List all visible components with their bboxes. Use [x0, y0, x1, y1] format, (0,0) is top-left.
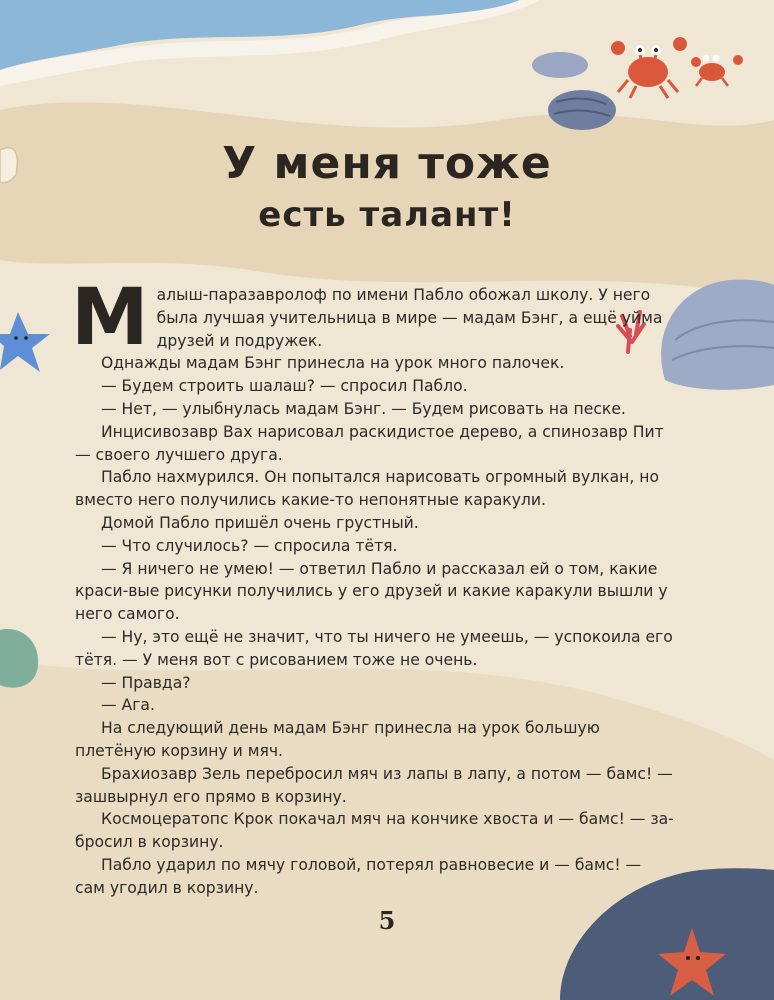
paragraph: — Будем строить шалаш? — спросил Пабло. [101, 377, 468, 396]
paragraph: На следующий день мадам Бэнг принесла на урок большую плетёную корзину и мяч. [75, 719, 600, 760]
title-line-1: У меня тоже [222, 138, 552, 189]
paragraph: — Правда? [101, 673, 191, 692]
paragraph: Инцисивозавр Вах нарисовал раскидистое дерево, а спинозавр Пит — своего лучшего друга. [75, 422, 664, 464]
paragraph: — Нет, — улыбнулась мадам Бэнг. — Будем рисовать на песке. [101, 399, 626, 418]
paragraph: Пабло ударил по мячу головой, потерял равновесие и — бамс! — сам угодил в корзину. [75, 855, 642, 897]
paragraph: — Ага. [101, 696, 155, 715]
drop-cap: М [71, 273, 149, 363]
paragraph: — Ну, это ещё не значит, что ты ничего не умеешь, — успокоила его тётя. — У меня вот с рисованием тоже не очень. [75, 627, 673, 669]
paragraph: Малыш-паразавролоф по имени Пабло обожал школу. У него была лучшая учительница в мире — мадам Бэнг, а ещё уйма друзей и подружек. [71, 273, 663, 363]
paragraph: Космоцератопс Крок покачал мяч на кончике хвоста и — бамс! — за-бросил в корзину. [75, 810, 674, 852]
title-line-2: есть талант! [258, 195, 516, 235]
rock-small [532, 52, 588, 78]
rock-large [661, 280, 774, 390]
crab-small [691, 55, 743, 87]
paragraph: Однажды мадам Бэнг принесла на урок много палочек. [101, 354, 565, 373]
story-text [71, 273, 675, 900]
crab-big [611, 37, 687, 98]
paragraph: — Что случилось? — спросила тётя. [101, 536, 398, 555]
paragraph: — Я ничего не умею! — ответил Пабло и рассказал ей о том, какие краси-вые рисунки получились у его друзей и какие каракули вышли у него самого. [75, 559, 668, 624]
paragraph: Домой Пабло пришёл очень грустный. [101, 513, 419, 532]
paragraph: Пабло нахмурился. Он попытался нарисовать огромный вулкан, но вместо него получились какие-то непонятные каракули. [75, 468, 660, 510]
seaweed [0, 629, 38, 688]
page-number: 5 [378, 906, 396, 935]
paragraph: Брахиозавр Зель перебросил мяч из лапы в лапу, а потом — бамс! — зашвырнул его прямо в корзину. [75, 764, 673, 806]
starfish-blue [0, 312, 50, 372]
